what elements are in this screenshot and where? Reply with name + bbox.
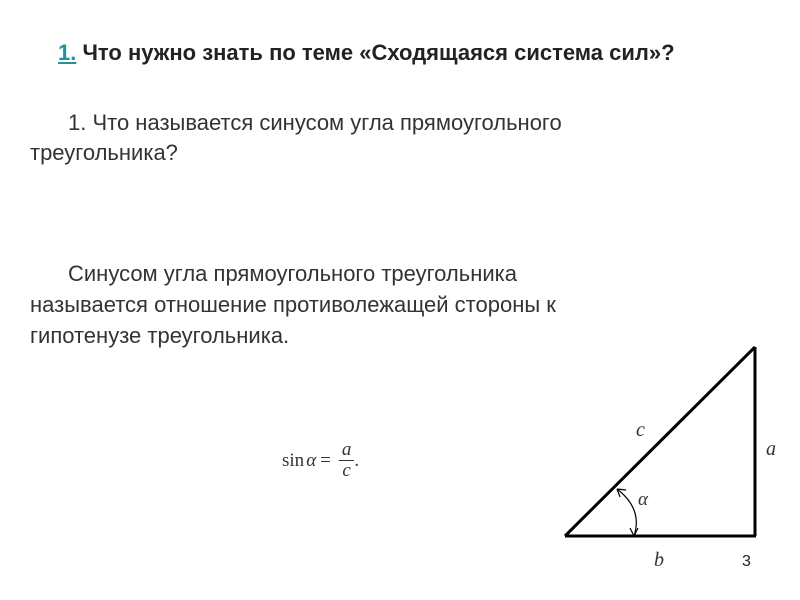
formula-end: . [354,449,360,471]
formula-numerator: a [339,440,355,461]
hypotenuse-label: c [636,419,645,441]
formula-equals: = [320,449,331,471]
question-number: 1. [68,110,87,135]
title-number-link[interactable]: 1. [58,40,77,65]
question-body: Что называется синусом угла прямоугольного треугольника? [30,110,562,165]
opposite-side-label: a [766,438,776,460]
adjacent-side-label: b [654,549,664,571]
angle-label: α [638,489,648,510]
formula-func: sin [282,449,305,471]
title-text: Что нужно знать по теме «Сходящаяся система сил»? [76,40,675,65]
page-number: 3 [742,553,751,570]
definition-body: Синусом угла прямоугольного треугольника называется отношение противолежащей стороны к гипотенузе треугольника. [30,261,556,348]
formula-denominator: c [342,460,351,481]
formula-angle: α [306,449,317,471]
hypotenuse-line [565,347,755,536]
